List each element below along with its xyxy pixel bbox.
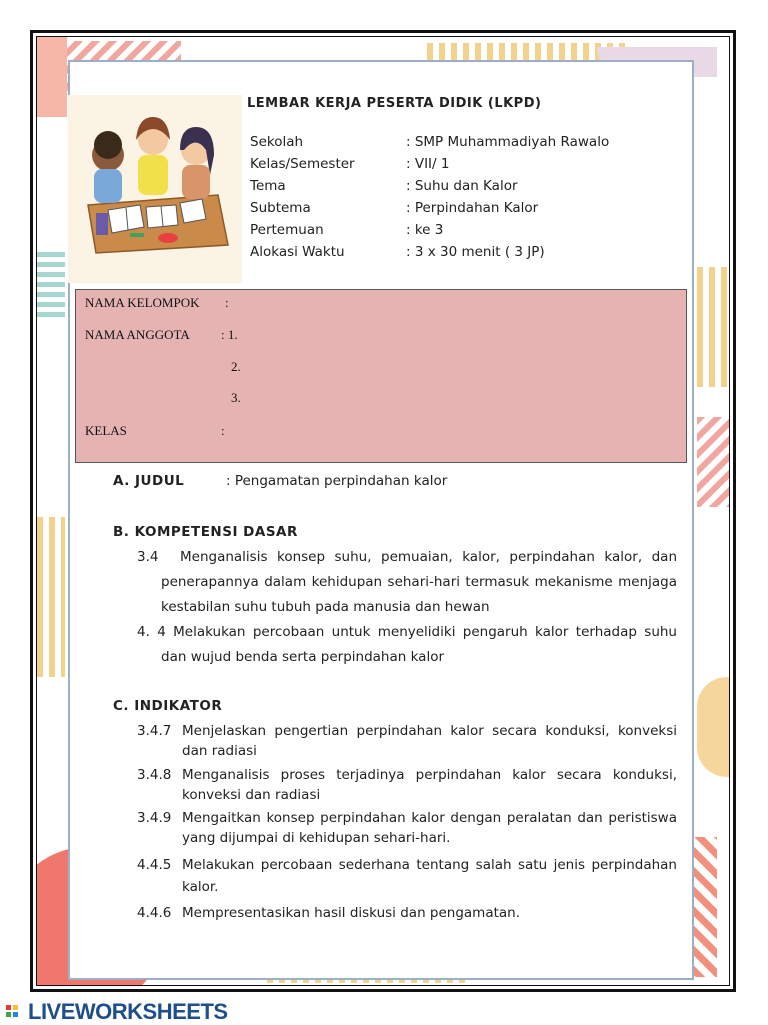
info-label: Kelas/Semester [250, 156, 355, 172]
indikator-number: 3.4.8 [137, 767, 172, 783]
indikator-line1: Mempresentasikan hasil diskusi dan pengamatan. [182, 905, 521, 921]
indikator-line1: Menjelaskan pengertian perpindahan kalor secara konduksi, konveksi [182, 723, 677, 739]
info-row-alokasi [250, 241, 609, 263]
judul-value: : Pengamatan perpindahan kalor [226, 473, 448, 489]
decor-stripes [697, 417, 730, 507]
anggota-2-label: 2. [231, 359, 241, 374]
info-label: Sekolah [250, 134, 304, 150]
students-reading-icon [68, 95, 242, 283]
decor-stripes [37, 517, 65, 677]
page-title: LEMBAR KERJA PESERTA DIDIK (LKPD) [247, 96, 542, 111]
indikator-item [137, 903, 677, 925]
info-value: : Perpindahan Kalor [406, 200, 539, 216]
liveworksheets-logo-icon [6, 1003, 28, 1021]
info-row-kelas [250, 153, 609, 175]
kd1-number: 3.4 [137, 549, 159, 565]
kd1-line2: penerapannya dalam kehidupan sehari-hari termasuk mekanisme menjaga [161, 574, 677, 590]
indikator-number: 3.4.9 [137, 810, 172, 826]
indikator-number: 3.4.7 [137, 723, 172, 739]
info-label: Pertemuan [250, 222, 324, 238]
anggota-3-label: 3. [231, 390, 241, 405]
identity-info [250, 131, 609, 263]
logo-text: LIVEWORKSHEETS [28, 999, 228, 1024]
decor-stripes [697, 267, 730, 387]
indikator-item [137, 765, 677, 805]
students-illustration [68, 95, 242, 283]
group-identity-box [75, 289, 687, 463]
judul-heading: A. JUDUL [113, 473, 185, 489]
indikator-line2: konveksi dan radiasi [182, 787, 321, 803]
indikator-line1: Mengaitkan konsep perpindahan kalor dengan peralatan dan peristiswa [182, 810, 677, 826]
decor-shape [697, 677, 730, 777]
nama-kelompok-colon: : [225, 295, 229, 310]
indikator-line2: kalor. [182, 879, 219, 895]
info-row-pertemuan [250, 219, 609, 241]
info-value: : 3 x 30 menit ( 3 JP) [406, 244, 545, 260]
indikator-line2: dan radiasi [182, 743, 257, 759]
liveworksheets-logo[interactable] [6, 999, 228, 1025]
info-row-sekolah [250, 131, 609, 153]
indikator-number: 4.4.6 [137, 905, 172, 921]
decor-stripes [37, 247, 65, 317]
info-value: : SMP Muhammadiyah Rawalo [406, 134, 610, 150]
indikator-item [137, 855, 677, 895]
info-label: Tema [250, 178, 286, 194]
indikator-item [137, 808, 677, 848]
indikator-line1: Melakukan percobaan sederhana tentang salah satu jenis perpindahan [182, 857, 677, 873]
info-value: : ke 3 [406, 222, 444, 238]
nama-kelompok-label: NAMA KELOMPOK [85, 295, 200, 310]
nama-anggota-label: NAMA ANGGOTA [85, 327, 190, 342]
kelas-colon: : [221, 423, 225, 438]
indikator-number: 4.4.5 [137, 857, 172, 873]
kompetensi-heading: B. KOMPETENSI DASAR [113, 524, 298, 540]
indikator-line1: Menganalisis proses terjadinya perpindahan kalor secara konduksi, [182, 767, 677, 783]
decor-shape [37, 37, 67, 117]
info-row-subtema [250, 197, 609, 219]
anggota-1-label: : 1. [221, 327, 238, 342]
info-value: : Suhu dan Kalor [406, 178, 518, 194]
indikator-line2: yang dijumpai di kehidupan sehari-hari. [182, 830, 451, 846]
indikator-item [137, 721, 677, 761]
kd1-line1: Menganalisis konsep suhu, pemuaian, kalor, perpindahan kalor, dan [180, 549, 677, 565]
kd1-line3: kestabilan suhu tubuh pada manusia dan hewan [161, 599, 490, 615]
info-label: Subtema [250, 200, 311, 216]
kd2-line1: 4. 4 Melakukan percobaan untuk menyelidiki pengaruh kalor terhadap suhu [137, 624, 677, 640]
indikator-heading: C. INDIKATOR [113, 698, 223, 714]
info-row-tema [250, 175, 609, 197]
info-label: Alokasi Waktu [250, 244, 345, 260]
info-value: : VII/ 1 [406, 156, 450, 172]
kd2-line2: dan wujud benda serta perpindahan kalor [161, 649, 444, 665]
kelas-label: KELAS [85, 423, 127, 438]
